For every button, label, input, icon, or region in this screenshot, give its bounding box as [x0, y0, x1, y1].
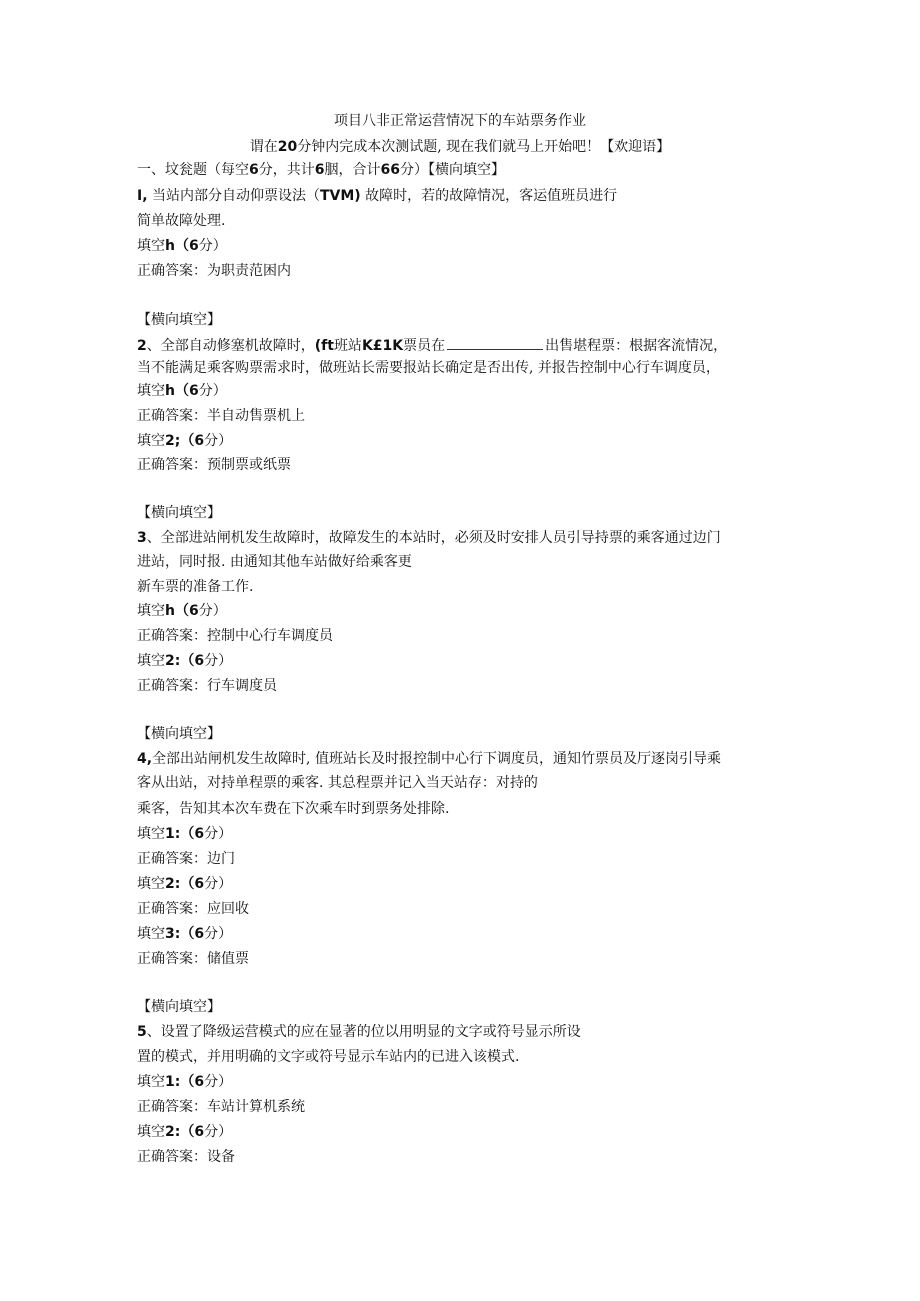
q5-line-1 [137, 1022, 581, 1042]
blank-number: h（6 [165, 238, 199, 254]
blank-unit: 分） [204, 1074, 233, 1090]
blank-unit: 分） [204, 826, 233, 842]
q3-answer-2: 正确答案：行车调度员 [137, 678, 277, 694]
q2-text-f: 出售堪程票：根据客流情况， [545, 338, 728, 354]
q2-text-a: 、全部自动修塞机故障时， [146, 338, 315, 354]
blank-number: h（6 [165, 383, 199, 399]
q4-text: 全部出站闸机发生故障时, 值班站长及时报控制中心行下调度员，通知竹票员及厅逐岗引导乘 [152, 751, 721, 767]
blank-number: 3:（6 [165, 926, 205, 942]
q2-tag: 【横向填空】 [137, 312, 221, 328]
blank-unit: 分） [198, 603, 227, 619]
q1-text-a: 当站内部分自动仰票设法（ [147, 188, 320, 204]
blank-number: 2:（6 [165, 1124, 205, 1140]
q5-number: 5 [137, 1024, 147, 1040]
section-text-c: 胭，合计 [324, 162, 381, 178]
q4-tag: 【横向填空】 [137, 726, 221, 742]
blank-label: 填空 [137, 1074, 165, 1090]
intro-text-b: 分钟内完成本次测试题, 现在我们就马上开始吧！【欢迎语】 [297, 139, 671, 155]
blank-label: 填空 [137, 926, 165, 942]
intro-minutes: 20 [277, 139, 298, 155]
blank-unit: 分） [204, 433, 233, 449]
q4-blank-3-label [137, 924, 232, 944]
q4-answer-1: 正确答案：边门 [137, 851, 235, 867]
section-num-2: 6 [314, 162, 325, 178]
q5-blank-2-label [137, 1122, 232, 1142]
blank-number: 1:（6 [165, 1074, 205, 1090]
blank-label: 填空 [137, 433, 165, 449]
q2-blank-1-label [137, 381, 227, 401]
blank-unit: 分） [198, 238, 227, 254]
q1-blank-1-label [137, 236, 227, 256]
blank-number: h（6 [165, 603, 199, 619]
blank-label: 填空 [137, 603, 165, 619]
q2-blank-line [447, 335, 543, 350]
section-text-b: 分，共计 [258, 162, 315, 178]
q4-line-2: 客从出站，对持单程票的乘客. 其总程票并记入当天站存：对持的 [137, 775, 538, 791]
blank-number: 2:（6 [165, 653, 205, 669]
q2-line-1 [137, 335, 727, 356]
q2-text-e: 票员在 [403, 338, 446, 354]
q2-line-2: 当不能满足乘客购票需求时，做班站长需要报站长确定是否出传, 并报告控制中心行车调度员， [137, 360, 720, 376]
blank-unit: 分） [204, 926, 233, 942]
q1-number: I, [137, 188, 148, 204]
blank-unit: 分） [204, 1124, 233, 1140]
section-text-a: 一、坟瓮题（每空 [137, 162, 249, 178]
q3-line-2: 进站，同时报. 由通知其他车站做好给乘客更 [137, 554, 412, 570]
q4-answer-3: 正确答案：储值票 [137, 951, 249, 967]
q5-line-2: 置的模式，并用明确的文字或符号显示车站内的已进入该模式. [137, 1049, 520, 1065]
blank-label: 填空 [137, 653, 165, 669]
blank-unit: 分） [198, 383, 227, 399]
q3-answer-1: 正确答案：控制中心行车调度员 [137, 628, 333, 644]
blank-label: 填空 [137, 238, 165, 254]
q2-answer-1: 正确答案：半自动售票机上 [137, 408, 305, 424]
q3-tag: 【横向填空】 [137, 505, 221, 521]
blank-label: 填空 [137, 876, 165, 892]
q1-line-2: 简单故障处理. [137, 213, 226, 229]
intro-line [0, 136, 920, 156]
q2-blank-2-label [137, 431, 232, 451]
q4-line-3: 乘客，告知其本次车费在下次乘车时到票务处排除. [137, 801, 450, 817]
q1-tvm: TVM) [319, 188, 361, 204]
q5-answer-1: 正确答案：车站计算机系统 [137, 1099, 305, 1115]
q1-answer-1: 正确答案：为职责范困内 [137, 263, 291, 279]
blank-unit: 分） [204, 653, 233, 669]
q4-blank-1-label [137, 824, 232, 844]
section-num-3: 66 [380, 162, 400, 178]
q3-blank-2-label [137, 651, 232, 671]
blank-label: 填空 [137, 1124, 165, 1140]
q2-answer-2: 正确答案：预制票或纸票 [137, 457, 291, 473]
q4-number: 4, [137, 751, 153, 767]
q4-line-1 [137, 749, 721, 769]
q3-text: 、全部进站闸机发生故障时，故障发生的本站时，必须及时安排人员引导持票的乘客通过边门 [146, 530, 721, 546]
q3-line-1 [137, 528, 721, 548]
q2-text-c: 班站 [333, 338, 362, 354]
section-num-1: 6 [249, 162, 259, 178]
document-title: 项目八非正常运营情况下的车站票务作业 [334, 113, 586, 129]
q3-blank-1-label [137, 601, 227, 621]
q4-answer-2: 正确答案：应回收 [137, 901, 249, 917]
q1-line-1 [137, 186, 617, 206]
q5-blank-1-label [137, 1072, 232, 1092]
q5-text: 、设置了降级运营模式的应在显著的位以用明显的文字或符号显示所设 [146, 1024, 581, 1040]
q5-tag: 【横向填空】 [137, 999, 221, 1015]
blank-label: 填空 [137, 383, 165, 399]
section-heading [137, 160, 505, 180]
q2-text-d: K£1K [361, 338, 404, 354]
section-text-d: 分）【横向填空】 [399, 162, 505, 178]
q2-text-b: (ft [314, 338, 334, 354]
q2-number: 2 [137, 338, 147, 354]
blank-label: 填空 [137, 826, 165, 842]
blank-unit: 分） [204, 876, 233, 892]
q3-line-3: 新车票的准备工作. [137, 579, 254, 595]
q1-text-b: 故障时，若的故障情况，客运值班员进行 [360, 188, 618, 204]
intro-text-a: 谓在 [249, 139, 278, 155]
q3-number: 3 [137, 530, 147, 546]
blank-number: 1:（6 [165, 826, 205, 842]
blank-number: 2:（6 [165, 876, 205, 892]
q5-answer-2: 正确答案：设备 [137, 1149, 235, 1165]
blank-number: 2;（6 [165, 433, 205, 449]
q4-blank-2-label [137, 874, 232, 894]
